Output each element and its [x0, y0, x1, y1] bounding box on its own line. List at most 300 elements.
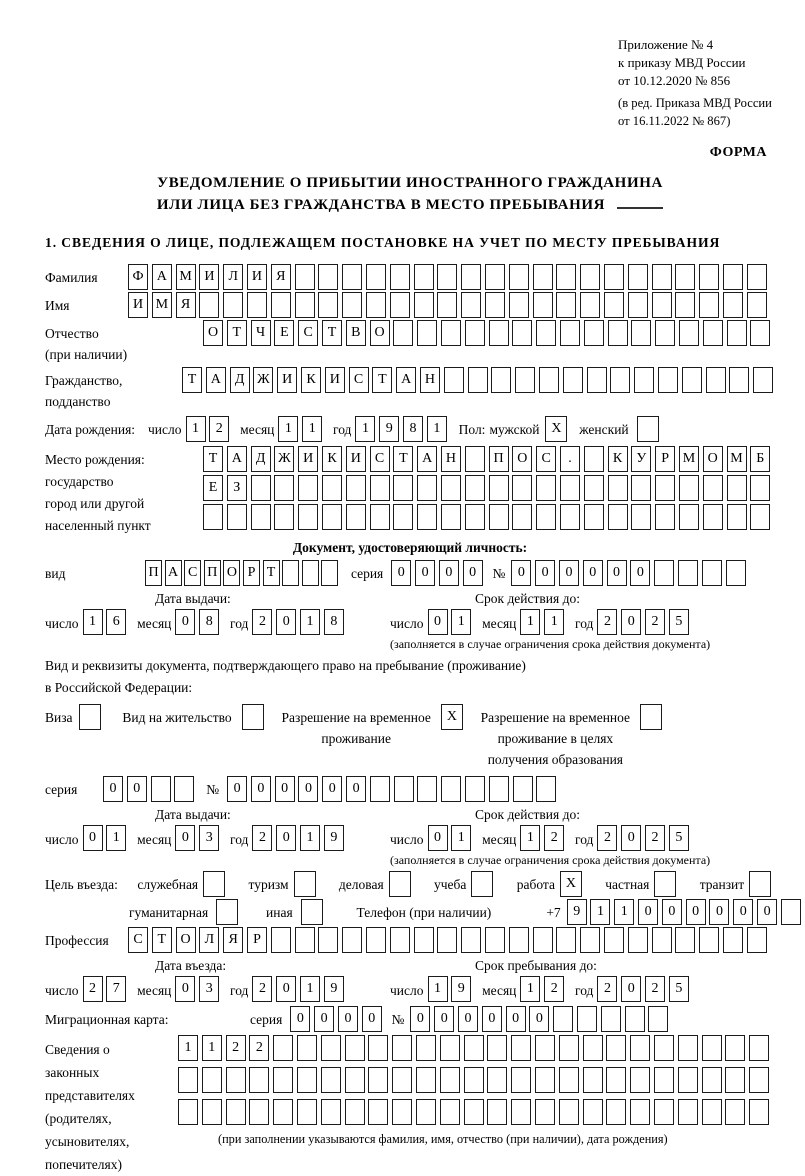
char-cell[interactable]: 0 [733, 899, 753, 925]
char-cell[interactable] [485, 292, 505, 318]
char-cell[interactable]: 0 [529, 1006, 549, 1032]
char-cell[interactable] [560, 475, 580, 501]
char-cell[interactable] [679, 475, 699, 501]
char-cell[interactable]: 9 [567, 899, 587, 925]
char-cell[interactable] [178, 1099, 198, 1125]
char-cell[interactable] [370, 504, 390, 530]
char-cell[interactable]: Е [274, 320, 294, 346]
char-cell[interactable] [199, 292, 219, 318]
char-cell[interactable]: Д [251, 446, 271, 472]
purpose-work-checkbox[interactable] [560, 871, 586, 897]
char-cell[interactable]: 0 [175, 976, 195, 1002]
char-cell[interactable] [580, 292, 600, 318]
char-cell[interactable] [318, 292, 338, 318]
char-cell[interactable] [640, 704, 662, 730]
char-cell[interactable] [274, 504, 294, 530]
char-cell[interactable] [601, 1006, 621, 1032]
char-cell[interactable] [416, 1067, 436, 1093]
char-cell[interactable] [416, 1035, 436, 1061]
char-cell[interactable]: 1 [355, 416, 375, 442]
char-cell[interactable]: Т [182, 367, 202, 393]
char-cell[interactable] [556, 264, 576, 290]
char-cell[interactable]: Т [152, 927, 172, 953]
char-cell[interactable]: 1 [302, 416, 322, 442]
char-cell[interactable] [604, 927, 624, 953]
char-cell[interactable]: С [370, 446, 390, 472]
char-cell[interactable] [464, 1067, 484, 1093]
char-cell[interactable]: 0 [346, 776, 366, 802]
char-cell[interactable] [321, 560, 338, 586]
edu-permit-checkbox[interactable] [640, 704, 666, 730]
char-cell[interactable] [584, 504, 604, 530]
char-cell[interactable] [322, 504, 342, 530]
stay-year-boxes[interactable] [597, 976, 692, 1002]
char-cell[interactable]: 2 [645, 976, 665, 1002]
char-cell[interactable]: 9 [324, 825, 344, 851]
char-cell[interactable]: А [165, 560, 182, 586]
char-cell[interactable] [345, 1099, 365, 1125]
char-cell[interactable]: 1 [186, 416, 206, 442]
char-cell[interactable] [465, 446, 485, 472]
char-cell[interactable] [301, 899, 323, 925]
char-cell[interactable] [583, 1099, 603, 1125]
char-cell[interactable]: 1 [202, 1035, 222, 1061]
char-cell[interactable] [556, 927, 576, 953]
char-cell[interactable]: 0 [458, 1006, 478, 1032]
char-cell[interactable]: 0 [175, 609, 195, 635]
purpose-official-checkbox[interactable] [203, 871, 229, 897]
char-cell[interactable]: 1 [106, 825, 126, 851]
char-cell[interactable]: 0 [506, 1006, 526, 1032]
char-cell[interactable] [652, 927, 672, 953]
profession-boxes[interactable] [128, 927, 771, 953]
char-cell[interactable]: И [325, 367, 345, 393]
char-cell[interactable]: Л [199, 927, 219, 953]
char-cell[interactable]: А [227, 446, 247, 472]
char-cell[interactable]: 0 [127, 776, 147, 802]
char-cell[interactable]: Л [223, 264, 243, 290]
char-cell[interactable] [702, 1099, 722, 1125]
char-cell[interactable] [655, 504, 675, 530]
char-cell[interactable] [440, 1099, 460, 1125]
char-cell[interactable]: П [489, 446, 509, 472]
char-cell[interactable]: 2 [597, 609, 617, 635]
char-cell[interactable] [630, 1099, 650, 1125]
char-cell[interactable]: Р [655, 446, 675, 472]
char-cell[interactable] [509, 292, 529, 318]
char-cell[interactable] [414, 292, 434, 318]
char-cell[interactable] [393, 475, 413, 501]
given-name-boxes[interactable] [128, 292, 771, 318]
char-cell[interactable] [251, 475, 271, 501]
char-cell[interactable] [485, 264, 505, 290]
char-cell[interactable]: И [346, 446, 366, 472]
char-cell[interactable] [747, 292, 767, 318]
char-cell[interactable] [79, 704, 101, 730]
char-cell[interactable] [251, 504, 271, 530]
char-cell[interactable] [559, 1035, 579, 1061]
char-cell[interactable] [274, 475, 294, 501]
char-cell[interactable] [630, 1067, 650, 1093]
char-cell[interactable] [699, 927, 719, 953]
char-cell[interactable] [559, 1099, 579, 1125]
char-cell[interactable] [392, 1035, 412, 1061]
char-cell[interactable]: 1 [300, 825, 320, 851]
char-cell[interactable]: 0 [686, 899, 706, 925]
char-cell[interactable]: . [560, 446, 580, 472]
id-issue-day-boxes[interactable] [83, 609, 131, 635]
char-cell[interactable] [346, 475, 366, 501]
char-cell[interactable]: Р [243, 560, 260, 586]
char-cell[interactable]: 0 [630, 560, 650, 586]
char-cell[interactable] [509, 927, 529, 953]
char-cell[interactable] [489, 475, 509, 501]
patronymic-boxes[interactable] [203, 320, 774, 346]
char-cell[interactable]: З [227, 475, 247, 501]
char-cell[interactable]: 0 [276, 609, 296, 635]
char-cell[interactable]: И [277, 367, 297, 393]
id-number-boxes[interactable] [511, 560, 749, 586]
char-cell[interactable]: О [203, 320, 223, 346]
char-cell[interactable] [368, 1099, 388, 1125]
id-issue-month-boxes[interactable] [175, 609, 223, 635]
char-cell[interactable] [441, 776, 461, 802]
char-cell[interactable]: Е [203, 475, 223, 501]
char-cell[interactable] [370, 475, 390, 501]
char-cell[interactable]: 0 [535, 560, 555, 586]
char-cell[interactable]: Т [203, 446, 223, 472]
char-cell[interactable] [249, 1099, 269, 1125]
char-cell[interactable] [297, 1067, 317, 1093]
legal-reps-boxes-row2[interactable] [178, 1067, 773, 1093]
char-cell[interactable] [706, 367, 726, 393]
char-cell[interactable]: С [298, 320, 318, 346]
char-cell[interactable] [464, 1099, 484, 1125]
mig-series-boxes[interactable] [290, 1006, 385, 1032]
char-cell[interactable]: 1 [451, 609, 471, 635]
char-cell[interactable]: 7 [106, 976, 126, 1002]
char-cell[interactable] [699, 292, 719, 318]
char-cell[interactable] [580, 264, 600, 290]
sex-female-checkbox[interactable] [637, 416, 663, 442]
char-cell[interactable]: 0 [290, 1006, 310, 1032]
residence-permit-checkbox[interactable] [242, 704, 268, 730]
char-cell[interactable] [390, 264, 410, 290]
perm-issue-month-boxes[interactable] [175, 825, 223, 851]
char-cell[interactable] [318, 264, 338, 290]
char-cell[interactable] [417, 475, 437, 501]
char-cell[interactable] [628, 292, 648, 318]
char-cell[interactable] [584, 446, 604, 472]
purpose-business-checkbox[interactable] [389, 871, 415, 897]
id-valid-month-boxes[interactable] [520, 609, 568, 635]
char-cell[interactable]: Ж [274, 446, 294, 472]
char-cell[interactable] [637, 416, 659, 442]
char-cell[interactable] [417, 504, 437, 530]
purpose-tourism-checkbox[interactable] [294, 871, 320, 897]
char-cell[interactable] [583, 1067, 603, 1093]
char-cell[interactable] [512, 320, 532, 346]
char-cell[interactable]: 1 [614, 899, 634, 925]
char-cell[interactable]: 0 [276, 825, 296, 851]
birthplace-boxes-row2[interactable] [203, 475, 774, 501]
legal-reps-boxes-row3[interactable] [178, 1099, 773, 1125]
char-cell[interactable] [511, 1099, 531, 1125]
char-cell[interactable]: 0 [559, 560, 579, 586]
char-cell[interactable] [580, 927, 600, 953]
char-cell[interactable]: А [206, 367, 226, 393]
doc-kind-boxes[interactable] [145, 560, 341, 586]
char-cell[interactable]: 2 [252, 976, 272, 1002]
char-cell[interactable]: 0 [391, 560, 411, 586]
char-cell[interactable]: 1 [520, 825, 540, 851]
sex-male-checkbox[interactable] [545, 416, 571, 442]
char-cell[interactable] [703, 475, 723, 501]
char-cell[interactable]: К [608, 446, 628, 472]
char-cell[interactable]: 1 [590, 899, 610, 925]
char-cell[interactable]: Р [247, 927, 267, 953]
char-cell[interactable] [608, 475, 628, 501]
char-cell[interactable] [702, 1067, 722, 1093]
char-cell[interactable] [702, 1035, 722, 1061]
char-cell[interactable]: 1 [300, 609, 320, 635]
char-cell[interactable]: 1 [428, 976, 448, 1002]
char-cell[interactable] [604, 264, 624, 290]
char-cell[interactable]: 6 [106, 609, 126, 635]
char-cell[interactable]: Я [176, 292, 196, 318]
char-cell[interactable] [297, 1099, 317, 1125]
birthplace-boxes-row3[interactable] [203, 504, 774, 530]
char-cell[interactable] [485, 927, 505, 953]
char-cell[interactable] [242, 704, 264, 730]
char-cell[interactable] [512, 475, 532, 501]
char-cell[interactable] [318, 927, 338, 953]
char-cell[interactable]: Т [263, 560, 280, 586]
char-cell[interactable] [437, 264, 457, 290]
char-cell[interactable]: 8 [324, 609, 344, 635]
char-cell[interactable] [471, 871, 493, 897]
char-cell[interactable]: С [536, 446, 556, 472]
char-cell[interactable]: 0 [621, 825, 641, 851]
char-cell[interactable] [723, 927, 743, 953]
char-cell[interactable]: 5 [669, 609, 689, 635]
char-cell[interactable] [533, 927, 553, 953]
char-cell[interactable] [630, 1035, 650, 1061]
char-cell[interactable] [298, 504, 318, 530]
char-cell[interactable] [468, 367, 488, 393]
char-cell[interactable] [491, 367, 511, 393]
char-cell[interactable] [414, 264, 434, 290]
char-cell[interactable]: X [545, 416, 567, 442]
char-cell[interactable] [750, 475, 770, 501]
char-cell[interactable] [321, 1099, 341, 1125]
char-cell[interactable] [699, 264, 719, 290]
char-cell[interactable] [368, 1067, 388, 1093]
char-cell[interactable] [345, 1035, 365, 1061]
char-cell[interactable] [515, 367, 535, 393]
char-cell[interactable] [631, 475, 651, 501]
char-cell[interactable] [587, 367, 607, 393]
char-cell[interactable]: 1 [83, 609, 103, 635]
char-cell[interactable] [553, 1006, 573, 1032]
char-cell[interactable] [441, 504, 461, 530]
char-cell[interactable] [461, 264, 481, 290]
citizenship-boxes[interactable] [182, 367, 777, 393]
purpose-study-checkbox[interactable] [471, 871, 497, 897]
entry-day-boxes[interactable] [83, 976, 131, 1002]
char-cell[interactable]: О [176, 927, 196, 953]
char-cell[interactable] [725, 1067, 745, 1093]
char-cell[interactable] [461, 292, 481, 318]
birth-day-boxes[interactable] [186, 416, 234, 442]
char-cell[interactable] [437, 927, 457, 953]
char-cell[interactable] [297, 1035, 317, 1061]
char-cell[interactable] [223, 292, 243, 318]
char-cell[interactable] [749, 871, 771, 897]
perm-issue-day-boxes[interactable] [83, 825, 131, 851]
char-cell[interactable]: О [370, 320, 390, 346]
purpose-transit-checkbox[interactable] [749, 871, 775, 897]
char-cell[interactable]: 0 [638, 899, 658, 925]
char-cell[interactable] [678, 1067, 698, 1093]
char-cell[interactable] [295, 927, 315, 953]
char-cell[interactable] [729, 367, 749, 393]
char-cell[interactable] [227, 504, 247, 530]
char-cell[interactable] [723, 292, 743, 318]
perm-valid-year-boxes[interactable] [597, 825, 692, 851]
char-cell[interactable]: 0 [362, 1006, 382, 1032]
char-cell[interactable] [216, 899, 238, 925]
char-cell[interactable]: 0 [439, 560, 459, 586]
char-cell[interactable]: Ф [128, 264, 148, 290]
char-cell[interactable] [416, 1099, 436, 1125]
char-cell[interactable]: 0 [428, 609, 448, 635]
char-cell[interactable]: А [417, 446, 437, 472]
char-cell[interactable] [390, 927, 410, 953]
char-cell[interactable]: 0 [251, 776, 271, 802]
char-cell[interactable]: 0 [482, 1006, 502, 1032]
char-cell[interactable] [509, 264, 529, 290]
char-cell[interactable] [703, 504, 723, 530]
char-cell[interactable] [151, 776, 171, 802]
char-cell[interactable] [556, 292, 576, 318]
char-cell[interactable] [648, 1006, 668, 1032]
id-series-boxes[interactable] [391, 560, 486, 586]
char-cell[interactable] [654, 871, 676, 897]
char-cell[interactable] [539, 367, 559, 393]
char-cell[interactable] [366, 264, 386, 290]
char-cell[interactable]: 8 [403, 416, 423, 442]
char-cell[interactable] [302, 560, 319, 586]
char-cell[interactable]: 5 [669, 976, 689, 1002]
char-cell[interactable] [512, 504, 532, 530]
char-cell[interactable] [749, 1067, 769, 1093]
char-cell[interactable] [465, 320, 485, 346]
char-cell[interactable]: 0 [227, 776, 247, 802]
char-cell[interactable]: 2 [544, 976, 564, 1002]
char-cell[interactable]: 0 [428, 825, 448, 851]
char-cell[interactable]: X [560, 871, 582, 897]
char-cell[interactable] [749, 1099, 769, 1125]
char-cell[interactable]: 0 [621, 609, 641, 635]
char-cell[interactable]: 2 [209, 416, 229, 442]
char-cell[interactable] [441, 320, 461, 346]
char-cell[interactable] [631, 504, 651, 530]
char-cell[interactable]: Ж [253, 367, 273, 393]
char-cell[interactable] [747, 927, 767, 953]
char-cell[interactable] [655, 320, 675, 346]
char-cell[interactable]: 0 [314, 1006, 334, 1032]
char-cell[interactable]: 8 [199, 609, 219, 635]
char-cell[interactable] [750, 320, 770, 346]
char-cell[interactable] [654, 1067, 674, 1093]
char-cell[interactable] [563, 367, 583, 393]
char-cell[interactable] [295, 264, 315, 290]
char-cell[interactable] [249, 1067, 269, 1093]
char-cell[interactable]: 2 [645, 825, 665, 851]
char-cell[interactable]: О [512, 446, 532, 472]
char-cell[interactable] [282, 560, 299, 586]
char-cell[interactable]: 2 [597, 825, 617, 851]
char-cell[interactable] [536, 475, 556, 501]
char-cell[interactable]: М [176, 264, 196, 290]
char-cell[interactable] [726, 560, 746, 586]
char-cell[interactable]: 2 [226, 1035, 246, 1061]
char-cell[interactable] [584, 475, 604, 501]
char-cell[interactable] [533, 264, 553, 290]
purpose-humanitarian-checkbox[interactable] [216, 899, 242, 925]
char-cell[interactable]: 9 [379, 416, 399, 442]
char-cell[interactable] [417, 320, 437, 346]
birth-year-boxes[interactable] [355, 416, 450, 442]
char-cell[interactable] [723, 264, 743, 290]
char-cell[interactable] [487, 1067, 507, 1093]
char-cell[interactable]: С [349, 367, 369, 393]
char-cell[interactable] [560, 320, 580, 346]
char-cell[interactable] [652, 264, 672, 290]
char-cell[interactable] [441, 475, 461, 501]
char-cell[interactable]: 1 [278, 416, 298, 442]
char-cell[interactable]: 0 [103, 776, 123, 802]
char-cell[interactable] [727, 504, 747, 530]
char-cell[interactable]: 0 [607, 560, 627, 586]
char-cell[interactable] [366, 927, 386, 953]
char-cell[interactable]: 2 [83, 976, 103, 1002]
char-cell[interactable]: 0 [298, 776, 318, 802]
char-cell[interactable]: 3 [199, 976, 219, 1002]
char-cell[interactable]: С [184, 560, 201, 586]
char-cell[interactable] [465, 776, 485, 802]
char-cell[interactable]: Т [372, 367, 392, 393]
char-cell[interactable]: 2 [645, 609, 665, 635]
id-valid-day-boxes[interactable] [428, 609, 476, 635]
visa-checkbox[interactable] [79, 704, 105, 730]
char-cell[interactable] [675, 292, 695, 318]
char-cell[interactable]: Н [420, 367, 440, 393]
char-cell[interactable] [536, 776, 556, 802]
char-cell[interactable]: Я [271, 264, 291, 290]
char-cell[interactable]: 0 [621, 976, 641, 1002]
char-cell[interactable] [608, 504, 628, 530]
char-cell[interactable]: 1 [520, 976, 540, 1002]
char-cell[interactable] [203, 871, 225, 897]
char-cell[interactable] [560, 504, 580, 530]
char-cell[interactable]: 0 [322, 776, 342, 802]
char-cell[interactable] [489, 504, 509, 530]
char-cell[interactable]: М [727, 446, 747, 472]
legal-reps-boxes-row1[interactable] [178, 1035, 773, 1061]
char-cell[interactable] [675, 927, 695, 953]
